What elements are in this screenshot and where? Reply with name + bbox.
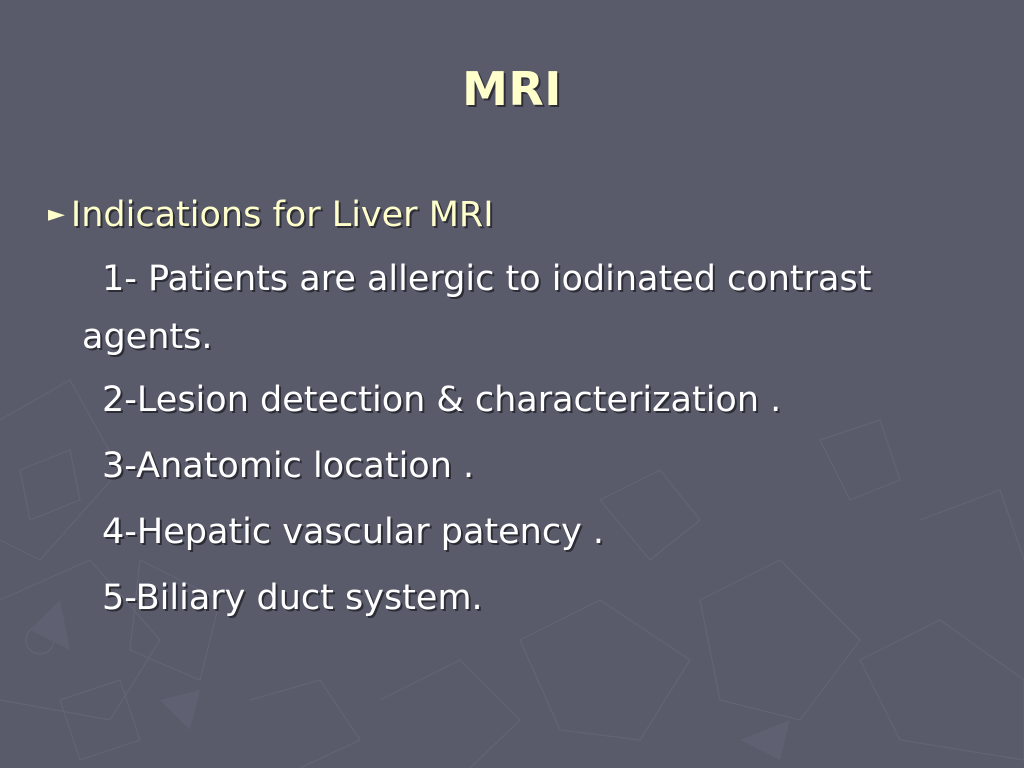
list-item-4: 4-Hepatic vascular patency . bbox=[102, 512, 605, 552]
list-item-3: 3-Anatomic location . bbox=[102, 446, 475, 486]
list-item-1 bbox=[82, 250, 871, 366]
list-item-1-line-2: agents. bbox=[82, 317, 213, 357]
list-item-5: 5-Biliary duct system. bbox=[102, 578, 483, 618]
list-item-1-line-1: 1- Patients are allergic to iodinated contrast bbox=[102, 259, 872, 299]
triangle-right-icon: ► bbox=[48, 202, 65, 227]
slide-title: MRI bbox=[462, 62, 562, 116]
list-item-2: 2-Lesion detection & characterization . bbox=[102, 380, 782, 420]
bullet-heading bbox=[48, 190, 494, 240]
bullet-heading-text: Indications for Liver MRI bbox=[70, 195, 494, 235]
